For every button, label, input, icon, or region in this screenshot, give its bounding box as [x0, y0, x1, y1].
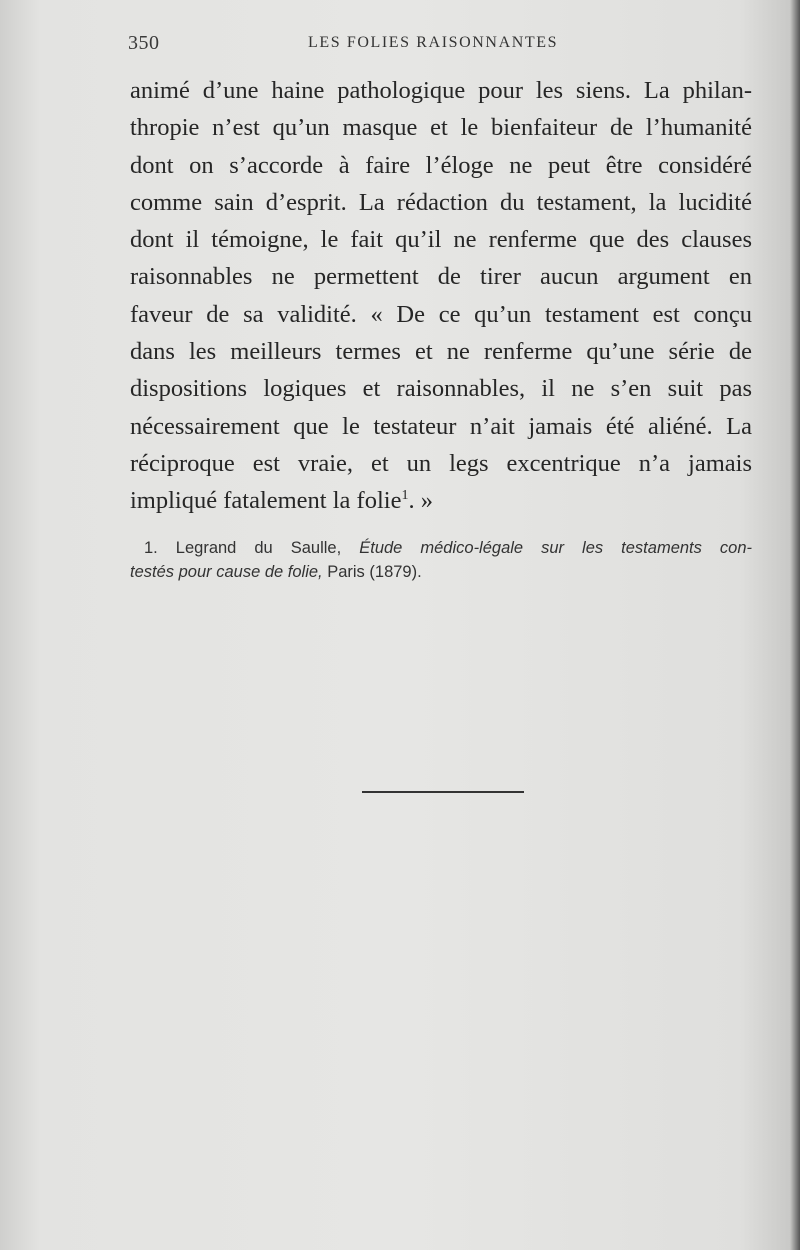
text-line-last — [130, 482, 752, 519]
last-line-text: impliqué fatalement la folie — [130, 487, 402, 515]
running-title: LES FOLIES RAISONNANTES — [308, 34, 559, 51]
page-number: 350 — [128, 32, 160, 54]
footnote-publication: Paris (1879). — [327, 563, 422, 581]
footnote-ref[interactable]: 1 — [401, 488, 409, 504]
text-line: raisonnables ne permettent de tirer aucun argument en — [130, 263, 752, 291]
running-head — [128, 32, 768, 60]
text-line: dispositions logiques et raisonnables, il ne s’en suit pas — [130, 375, 752, 403]
text-line: faveur de sa validité. « De ce qu’un testament est conçu — [130, 300, 752, 328]
text-line: dont on s’accorde à faire l’éloge ne peut être considéré — [130, 151, 752, 179]
text-line: dans les meilleurs termes et ne renferme qu’une série de — [130, 338, 752, 366]
chapter-end-rule — [362, 791, 524, 793]
footnote-title-part2: testés pour cause de folie, — [130, 563, 323, 581]
footnote-number: 1. — [144, 539, 158, 557]
text-line: animé d’une haine pathologique pour les siens. La philan- — [130, 77, 752, 104]
footnote-author: Legrand du Saulle, — [175, 539, 342, 557]
text-line: nécessairement que le testateur n’ait jamais été aliéné. La — [130, 412, 752, 440]
text-line: dont il témoigne, le fait qu’il ne renferme que des clauses — [130, 226, 752, 254]
body-text — [130, 72, 752, 520]
footnote-line-1 — [130, 536, 752, 560]
text-line: réciproque est vraie, et un legs excentrique n’a jamais — [130, 449, 752, 477]
text-line: comme sain d’esprit. La rédaction du testament, la lucidité — [130, 188, 752, 216]
footnote-line-2 — [130, 560, 752, 584]
last-line-end: . » — [408, 487, 433, 515]
footnote — [130, 536, 752, 584]
text-line: thropie n’est qu’un masque et le bienfaiteur de l’humanité — [130, 114, 752, 142]
footnote-title-part1: Étude médico-légale sur les testaments con- — [359, 539, 752, 557]
